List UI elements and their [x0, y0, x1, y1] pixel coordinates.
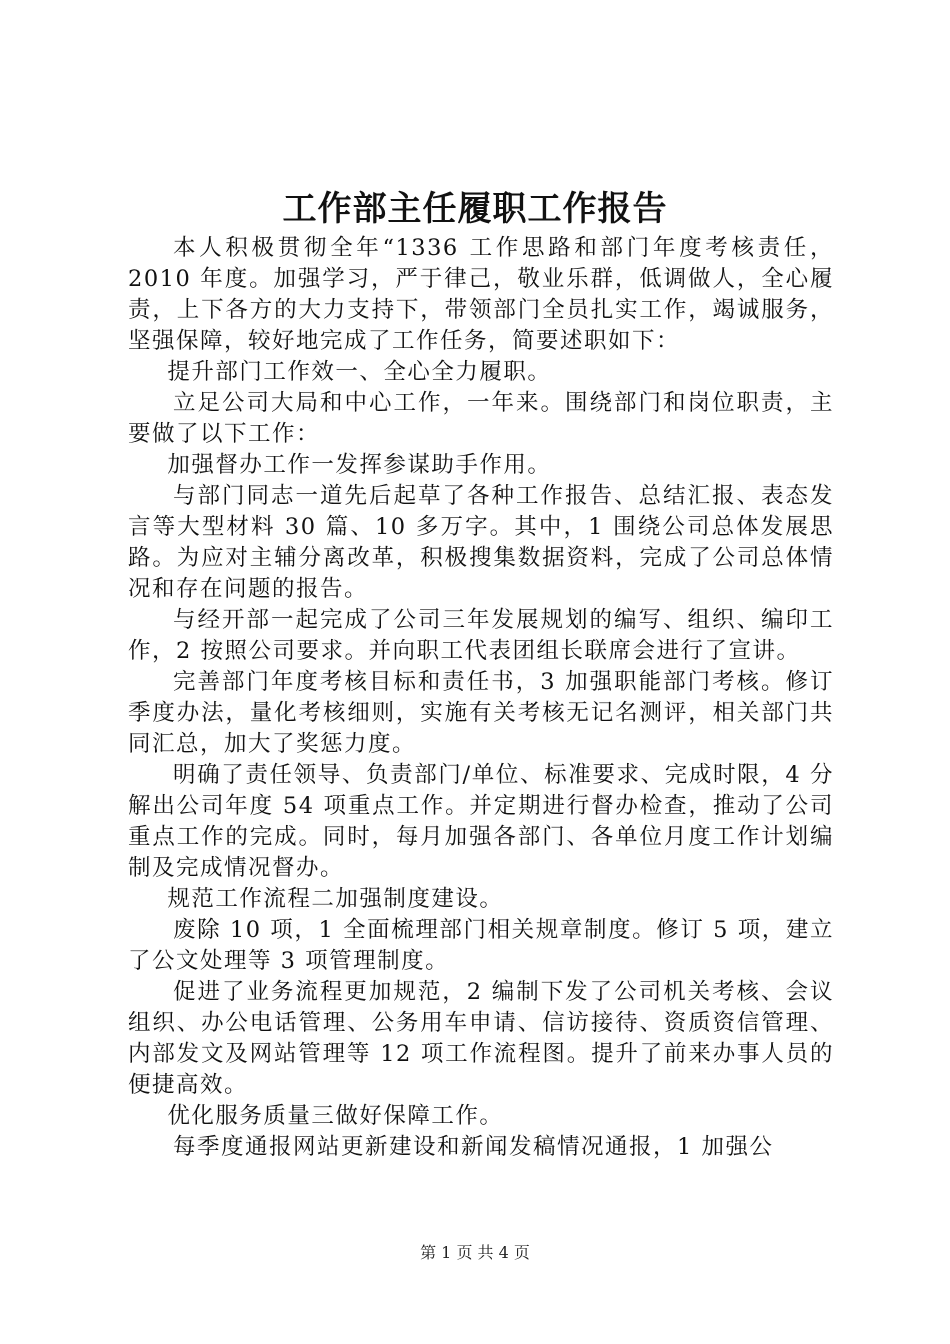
paragraph: 与经开部一起完成了公司三年发展规划的编写、组织、编印工作，2 按照公司要求。并向职工代表团组长联席会进行了宣讲。 — [128, 607, 834, 664]
document-body — [128, 233, 834, 1163]
paragraph: 明确了责任领导、负责部门/单位、标准要求、完成时限，4 分解出公司年度 54 项重点工作。并定期进行督办检查，推动了公司重点工作的完成。同时，每月加强各部门、各单位月度工作计划编制及完成情况督办。 — [128, 762, 834, 881]
section-heading: 优化服务质量三做好保障工作。 — [167, 1103, 504, 1129]
page-footer: 第 1 页 共 4 页 — [420, 1243, 530, 1262]
paragraph: 与部门同志一道先后起草了各种工作报告、总结汇报、表态发言等大型材料 30 篇、10 多万字。其中，1 围绕公司总体发展思路。为应对主辅分离改革，积极搜集数据资料，完成了公司总体情况和存在问题的报告。 — [128, 483, 834, 602]
paragraph: 废除 10 项，1 全面梳理部门相关规章制度。修订 5 项，建立了公文处理等 3 项管理制度。 — [128, 917, 834, 974]
section-heading: 加强督办工作一发挥参谋助手作用。 — [167, 452, 552, 478]
paragraph: 本人积极贯彻全年“1336 工作思路和部门年度考核责任，2010 年度。加强学习，严于律己，敬业乐群，低调做人，全心履责，上下各方的大力支持下，带领部门全员扎实工作，竭诚服务，坚强保障，较好地完成了工作任务，简要述职如下： — [128, 235, 834, 354]
paragraph: 立足公司大局和中心工作，一年来。围绕部门和岗位职责，主要做了以下工作： — [128, 390, 834, 447]
paragraph: 完善部门年度考核目标和责任书，3 加强职能部门考核。修订季度办法，量化考核细则，实施有关考核无记名测评，相关部门共同汇总，加大了奖惩力度。 — [128, 669, 834, 757]
document-title: 工作部主任履职工作报告 — [282, 189, 668, 229]
section-heading: 提升部门工作效一、全心全力履职。 — [167, 359, 552, 385]
paragraph: 促进了业务流程更加规范，2 编制下发了公司机关考核、会议组织、办公电话管理、公务用车申请、信访接待、资质资信管理、内部发文及网站管理等 12 项工作流程图。提升了前来办事人员的便捷高效。 — [128, 979, 834, 1098]
paragraph: 每季度通报网站更新建设和新闻发稿情况通报，1 加强公 — [173, 1134, 774, 1160]
section-heading: 规范工作流程二加强制度建设。 — [167, 886, 504, 912]
